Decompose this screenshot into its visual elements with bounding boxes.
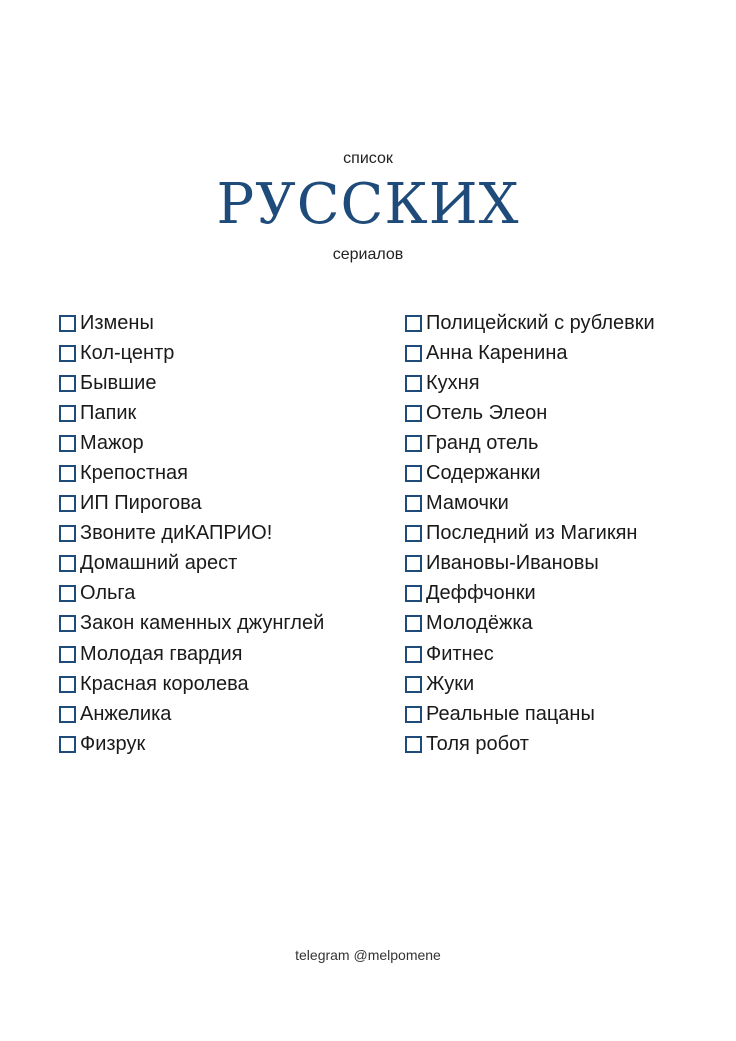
checkbox-empty-icon[interactable] (59, 345, 76, 362)
list-item-label: Мамочки (426, 492, 509, 515)
checkbox-empty-icon[interactable] (405, 706, 422, 723)
checkbox-empty-icon[interactable] (59, 525, 76, 542)
list-item[interactable] (405, 489, 725, 519)
checkbox-empty-icon[interactable] (59, 315, 76, 332)
checkbox-empty-icon[interactable] (405, 435, 422, 452)
list-item-label: Деффчонки (426, 582, 536, 605)
list-item[interactable] (59, 368, 389, 398)
list-item[interactable] (405, 669, 725, 699)
checkbox-empty-icon[interactable] (59, 495, 76, 512)
checkbox-empty-icon[interactable] (59, 585, 76, 602)
list-item[interactable] (59, 669, 389, 699)
checkbox-empty-icon[interactable] (59, 646, 76, 663)
checkbox-empty-icon[interactable] (405, 405, 422, 422)
list-item[interactable] (405, 338, 725, 368)
list-item[interactable] (59, 398, 389, 428)
list-item-label: Фитнес (426, 642, 494, 665)
subtitle-bottom: сериалов (332, 246, 404, 263)
list-item-label: Анжелика (80, 702, 172, 725)
list-item[interactable] (59, 458, 389, 488)
checkbox-empty-icon[interactable] (405, 615, 422, 632)
checkbox-empty-icon[interactable] (405, 495, 422, 512)
checkbox-empty-icon[interactable] (59, 435, 76, 452)
series-list-right (405, 308, 725, 759)
list-item-label: Молодёжка (426, 612, 533, 635)
list-item[interactable] (59, 308, 389, 338)
list-item-label: Звоните диКАПРИО! (80, 522, 273, 545)
list-item-label: Физрук (80, 732, 146, 755)
list-item[interactable] (405, 579, 725, 609)
list-item[interactable] (405, 398, 725, 428)
checkbox-empty-icon[interactable] (59, 555, 76, 572)
list-item-label: ИП Пирогова (80, 492, 202, 515)
checkbox-empty-icon[interactable] (405, 676, 422, 693)
list-item-label: Бывшие (80, 371, 157, 394)
list-item-label: Кол-центр (80, 341, 175, 364)
checkbox-empty-icon[interactable] (405, 585, 422, 602)
list-item-label: Молодая гвардия (80, 642, 243, 665)
list-item[interactable] (59, 729, 389, 759)
list-item[interactable] (59, 519, 389, 549)
list-item[interactable] (405, 519, 725, 549)
list-item[interactable] (405, 549, 725, 579)
list-item[interactable] (405, 699, 725, 729)
checkbox-empty-icon[interactable] (59, 676, 76, 693)
checkbox-empty-icon[interactable] (405, 345, 422, 362)
list-item-label: Домашний арест (80, 552, 238, 575)
list-item[interactable] (59, 699, 389, 729)
list-item[interactable] (405, 428, 725, 458)
list-item-label: Ольга (80, 582, 136, 605)
checkbox-empty-icon[interactable] (59, 375, 76, 392)
checkbox-empty-icon[interactable] (405, 375, 422, 392)
list-item[interactable] (405, 729, 725, 759)
list-item-label: Толя робот (426, 732, 529, 755)
list-item-label: Кухня (426, 371, 480, 394)
list-item[interactable] (59, 609, 389, 639)
checkbox-empty-icon[interactable] (59, 615, 76, 632)
series-list-left (59, 308, 389, 759)
checkbox-empty-icon[interactable] (59, 706, 76, 723)
list-item-label: Мажор (80, 431, 144, 454)
list-item-label: Отель Элеон (426, 401, 548, 424)
list-item-label: Папик (80, 401, 137, 424)
checkbox-empty-icon[interactable] (405, 736, 422, 753)
list-item-label: Реальные пацаны (426, 702, 595, 725)
checkbox-empty-icon[interactable] (59, 736, 76, 753)
list-item[interactable] (405, 609, 725, 639)
list-item[interactable] (59, 549, 389, 579)
list-item-label: Крепостная (80, 462, 189, 485)
footer-telegram: telegram @melpomene (295, 947, 441, 963)
list-item-label: Жуки (426, 672, 475, 695)
list-item[interactable] (405, 458, 725, 488)
list-item[interactable] (59, 428, 389, 458)
list-item-label: Последний из Магикян (426, 522, 638, 545)
page-title: РУССКИХ (216, 172, 520, 237)
list-item-label: Гранд отель (426, 431, 539, 454)
list-item-label: Анна Каренина (426, 341, 568, 364)
checkbox-empty-icon[interactable] (59, 465, 76, 482)
list-item-label: Измены (80, 311, 154, 334)
list-item-label: Полицейский с рублевки (426, 311, 655, 334)
list-item-label: Ивановы-Ивановы (426, 552, 599, 575)
subtitle-top: список (343, 150, 393, 167)
list-item-label: Содержанки (426, 462, 541, 485)
list-item[interactable] (59, 639, 389, 669)
list-item[interactable] (59, 338, 389, 368)
checkbox-empty-icon[interactable] (59, 405, 76, 422)
checkbox-empty-icon[interactable] (405, 646, 422, 663)
list-item-label: Красная королева (80, 672, 249, 695)
list-item[interactable] (405, 639, 725, 669)
list-item[interactable] (59, 489, 389, 519)
list-item[interactable] (405, 308, 725, 338)
list-item[interactable] (405, 368, 725, 398)
checkbox-empty-icon[interactable] (405, 555, 422, 572)
list-item-label: Закон каменных джунглей (80, 612, 325, 635)
list-item[interactable] (59, 579, 389, 609)
checkbox-empty-icon[interactable] (405, 465, 422, 482)
checkbox-empty-icon[interactable] (405, 315, 422, 332)
checkbox-empty-icon[interactable] (405, 525, 422, 542)
